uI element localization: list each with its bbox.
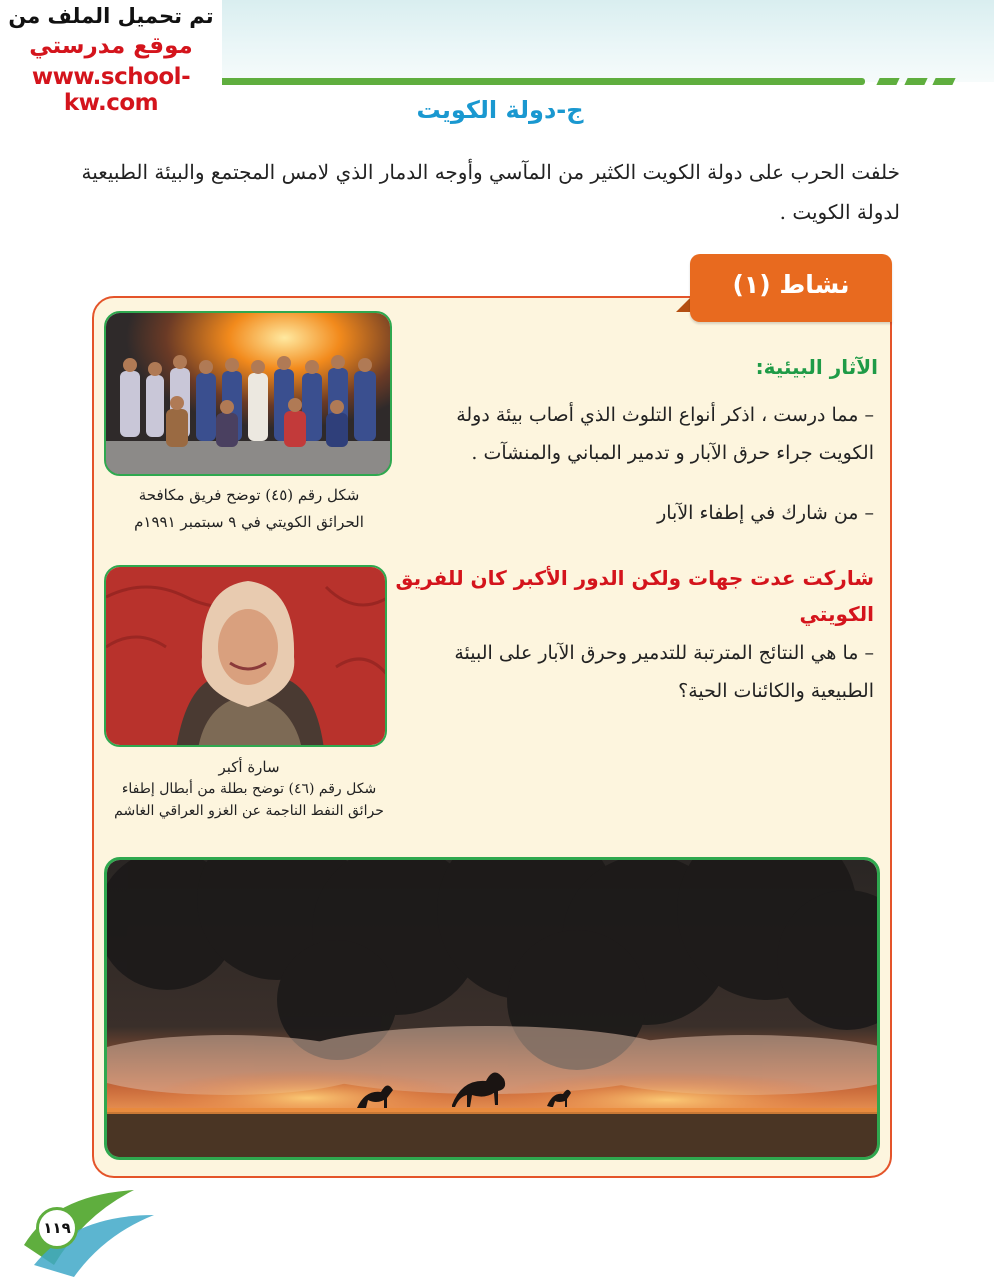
burning-oil-fields-image (107, 860, 880, 1160)
question-2: – من شارك في إطفاء الآبار (657, 502, 874, 524)
answer-text: شاركت عدت جهات ولكن الدور الأكبر كان للفريق الكويتي (395, 566, 874, 626)
header-dash (904, 78, 927, 85)
firefighting-team-photo (104, 311, 392, 476)
figure45-caption (104, 482, 394, 536)
figure45-caption-line1: شكل رقم (٤٥) توضح فريق مكافحة (138, 486, 360, 504)
figure46-person-name: سارة أكبر (218, 758, 280, 776)
burning-oil-fields-photo (104, 857, 880, 1160)
activity-tab-fold (676, 298, 690, 312)
header-dash (932, 78, 955, 85)
portrait-image (106, 567, 387, 747)
intro-paragraph: خلفت الحرب على دولة الكويت الكثير من المآسي وأوجه الدمار الذي لامس المجتمع والبيئة الطبيعية لدولة الكويت . (81, 160, 900, 224)
portrait-photo (104, 565, 387, 747)
question-3: – ما هي النتائج المترتبة للتدمير وحرق الآبار على البيئة الطبيعية والكائنات الحية؟ (454, 642, 874, 702)
header-dash (876, 78, 899, 85)
header-rule (205, 78, 865, 85)
source-stamp (0, 0, 222, 116)
figure45-caption-line2: الحرائق الكويتي في ٩ سبتمبر ١٩٩١م (134, 513, 364, 531)
source-url[interactable]: www.school-kw.com (31, 64, 191, 116)
source-line-1: تم تحميل الملف من (8, 4, 214, 28)
activity-heading: الآثار البيئية: (755, 355, 878, 379)
source-line-2: موقع مدرستي (29, 33, 193, 59)
page-number: ١١٩ (36, 1207, 78, 1249)
figure46-caption-line2: حرائق النفط الناجمة عن الغزو العراقي الغاشم (114, 803, 384, 819)
figure46-caption (104, 756, 394, 822)
firefighting-team-image (106, 313, 392, 476)
figure46-caption-line1: شكل رقم (٤٦) توضح بطلة من أبطال إطفاء (121, 781, 377, 797)
section-title: ج-دولة الكويت (416, 96, 584, 124)
activity-tab: نشاط (١) (690, 254, 892, 322)
question-1: – مما درست ، اذكر أنواع التلوث الذي أصاب بيئة دولة الكويت جراء حرق الآبار و تدمير المباني والمنشآت . (456, 404, 874, 464)
